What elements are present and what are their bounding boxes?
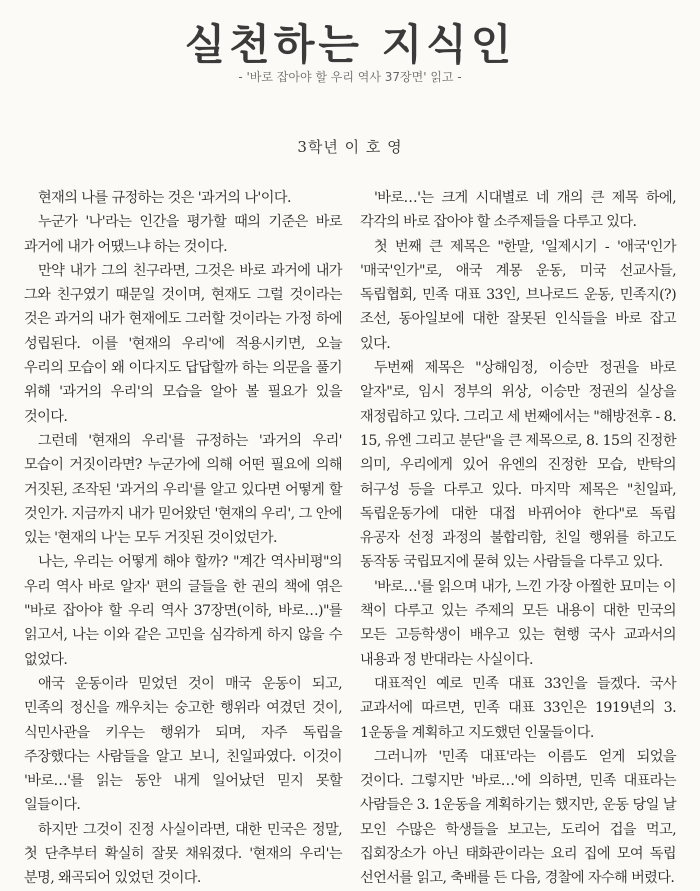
paragraph: '바로…'를 읽으며 내가, 느낀 가장 아찔한 묘미는 이 책이 다루고 있는 주제의 모든 내용이 대한 민국의 모든 고등학생이 배우고 있는 현행 국사 교과서의 내용과 정 반대라는 사실이다.	[360, 578, 676, 668]
paragraph: 만약 내가 그의 친구라면, 그것은 바로 과거에 내가 그와 친구였기 때문일 것이며, 현재도 그럴 것이라는 것은 과거의 내가 현재에도 그러할 것이라는 가정 하에 성립된다. 이를 '현재의 우리'에 적용시키면, 오늘 우리의 모습이 왜 이다지도 답답할까 하는 의문을 풀기 위해 '과거의 우리'의 모습을 알아 볼 필요가 있을 것이다.	[24, 262, 342, 425]
paragraph: 첫 번째 큰 제목은 "한말, '일제시기 - '애국'인가 '매국'인가"로, 애국 계몽 운동, 미국 선교사들, 독립협회, 민족 대표 33인, 브나로드 운동, 민족지(?) 조선, 동아일보에 대한 잘못된 인식들을 바로 잡고 있다.	[360, 238, 676, 352]
right-column	[360, 186, 676, 891]
paragraph: 현재의 나를 규정하는 것은 '과거의 나'이다.	[38, 190, 291, 206]
page-title: 실천하는 지식인	[184, 20, 516, 69]
paragraph: 나는, 우리는 어떻게 해야 할까? "계간 역사비평"의 우리 역사 바로 알자' 편의 글들을 한 권의 책에 엮은 "바로 잡아야 할 우리 역사 37장면(이하, 바로…)"를 읽고서, 나는 이와 같은 고민을 심각하게 하지 않을 수 없었다.	[24, 554, 342, 668]
paragraph: 두번째 제목은 "상해임정, 이승만 정권을 바로 알자"로, 임시 정부의 위상, 이승만 정권의 실상을 재정립하고 있다. 그리고 세 번째에서는 "해방전후 - 8. 15, 유엔 그리고 분단"을 큰 제목으로, 8. 15의 진정한 의미, 우리에게 있어 유엔의 진정한 모습, 반탁의 허구성 등을 다루고 있다. 마지막 제목은 "친일파, 독립운동가에 대한 대접 바뀌어야 한다"로 독립 유공자 선정 과정의 불합리함, 친일 행위를 하고도 동작동 국립묘지에 묻혀 있는 사람들을 다루고 있다.	[360, 360, 676, 571]
paragraph: 애국 운동이라 믿었던 것이 매국 운동이 되고, 민족의 정신을 깨우치는 숭고한 행위라 여겼던 것이, 식민사관을 키우는 행위가 되며, 자주 독립을 주장했다는 사람들을 알고 보니, 친일파였다. 이것이 '바로…'를 읽는 동안 내게 일어났던 믿지 못할 일들이다.	[24, 675, 342, 814]
paragraph: 누군가 '나'라는 인간을 평가할 때의 기준은 바로 과거에 내가 어땠느냐 하는 것이다.	[24, 214, 342, 255]
paragraph: 그러니까 '민족 대표'라는 이름도 얻게 되었을 것이다. 그렇지만 '바로…'에 의하면, 민족 대표라는 사람들은 3. 1운동을 계획하기는 했지만, 운동 당일 날 모인 수많은 학생들을 보고는, 도리어 겁을 먹고, 집회장소가 아닌 태화관이라는 요리 집에 모여 독립 선언서를 읽고, 축배를 든 다음, 경찰에 자수해 버렸다.	[360, 748, 676, 887]
left-column	[24, 186, 342, 891]
paragraph: 그런데 '현재의 우리'를 규정하는 '과거의 우리' 모습이 거짓이라면? 누군가에 의해 어떤 필요에 의해 거짓된, 조작된 '과거의 우리'를 알고 있다면 어떻게 할 것인가. 지금까지 내가 믿어왔던 '현재의 우리', 그 안에 있는 '현재의 나'는 모두 거짓된 것이었던가.	[24, 432, 342, 547]
paragraph: '바로…'는 크게 시대별로 네 개의 큰 제목 하에, 각각의 바로 잡아야 할 소주제들을 다루고 있다.	[360, 190, 676, 231]
paragraph: 대표적인 예로 민족 대표 33인을 들겠다. 국사 교과서에 따르면, 민족 대표 33인은 1919년의 3. 1운동을 계획하고 지도했던 인물들이다.	[360, 675, 676, 741]
page-subtitle: - '바로 잡아야 할 우리 역사 37장면' 읽고 -	[238, 70, 462, 84]
paragraph: 하지만 그것이 진정 사실이라면, 대한 민국은 정말, 첫 단추부터 확실히 잘못 채워졌다. '현재의 우리'는 분명, 왜곡되어 있었던 것이다.	[24, 821, 342, 887]
author-line: 3학년 이 호 영	[297, 138, 403, 156]
